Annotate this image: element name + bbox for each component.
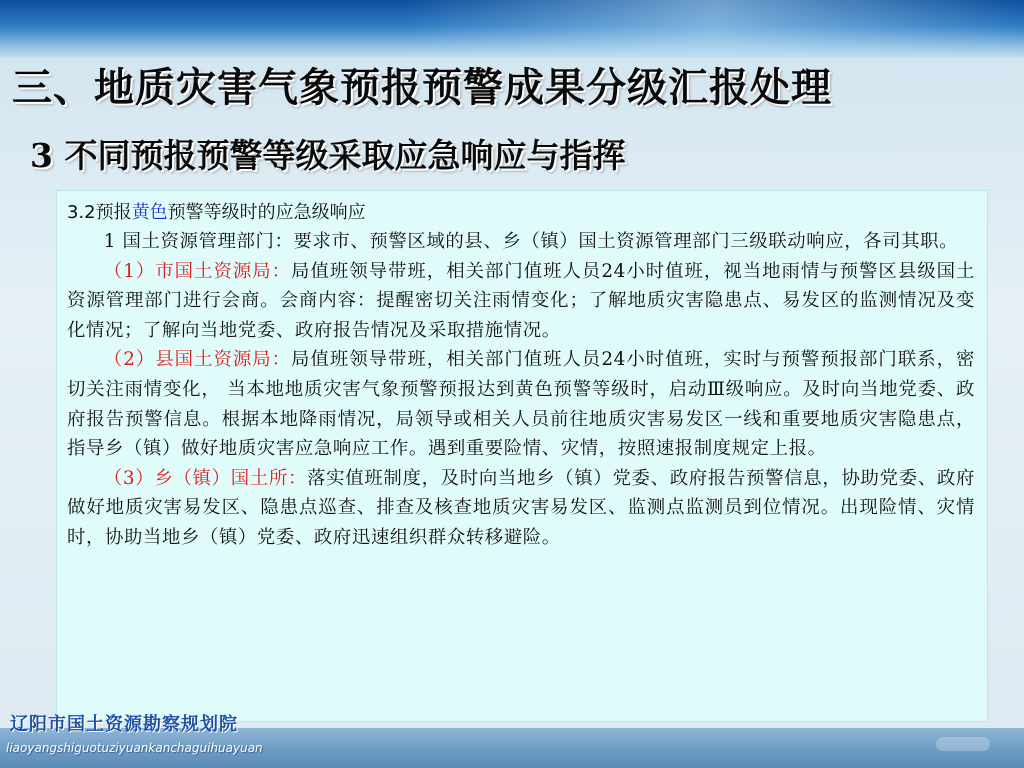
section-heading-prefix: 3.2预报 [67, 202, 132, 223]
section-heading [67, 201, 975, 225]
town-office-label: （3）乡（镇）国土所： [103, 467, 308, 489]
slide-subtitle: 3 不同预报预警等级采取应急响应与指挥 [30, 136, 626, 175]
paragraph-county-bureau [67, 345, 975, 463]
city-bureau-text: 局值班领导带班，相关部门值班人员24小时值班，视当地雨情与预警区县级国土资源管理部门进行会商。会商内容：提醒密切关注雨情变化；了解地质灾害隐患点、易发区的监测情况及变化情况；了解向当地党委、政府报告情况及采取措施情况。 [67, 260, 975, 341]
content-box [56, 190, 988, 722]
section-heading-suffix: 预警等级时的应急级响应 [167, 202, 366, 223]
page-number-pill [936, 737, 990, 751]
city-bureau-label: （1）市国土资源局： [103, 260, 292, 282]
footer-org-name: 辽阳市国土资源勘察规划院 [10, 714, 238, 735]
paragraph-city-bureau [67, 257, 975, 346]
paragraph-town-office [67, 464, 975, 553]
town-office-text: 落实值班制度，及时向当地乡（镇）党委、政府报告预警信息，协助党委、政府做好地质灾害易发区、隐患点巡查、排查及核查地质灾害易发区、监测点监测员到位情况。出现险情、灾情时，协助当地乡（镇）党委、政府迅速组织群众转移避险。 [67, 467, 975, 548]
section-heading-highlight: 黄色 [131, 202, 168, 223]
slide-title: 三、地质灾害气象预报预警成果分级汇报处理 [12, 64, 832, 111]
county-bureau-label: （2）县国土资源局： [103, 349, 292, 371]
header-banner [0, 0, 1024, 58]
county-bureau-text: 局值班领导带班，相关部门值班人员24小时值班，实时与预警预报部门联系，密切关注雨情变化， 当本地地质灾害气象预警预报达到黄色预警等级时，启动Ⅲ级响应。及时向当地党委、政府报告预警信息。根据本地降雨情况，局领导或相关人员前往地质灾害易发区一线和重要地质灾害隐患点，指导乡（镇）做好地质灾害应急响应工作。遇到重要险情、灾情，按照速报制度规定上报。 [67, 349, 975, 460]
header-light-streak [404, 0, 1024, 58]
footer-pinyin: liaoyangshiguotuziyuankanchaguihuayuan [6, 741, 263, 755]
paragraph-general: 1 国土资源管理部门：要求市、预警区域的县、乡（镇）国土资源管理部门三级联动响应，各司其职。 [103, 231, 959, 252]
